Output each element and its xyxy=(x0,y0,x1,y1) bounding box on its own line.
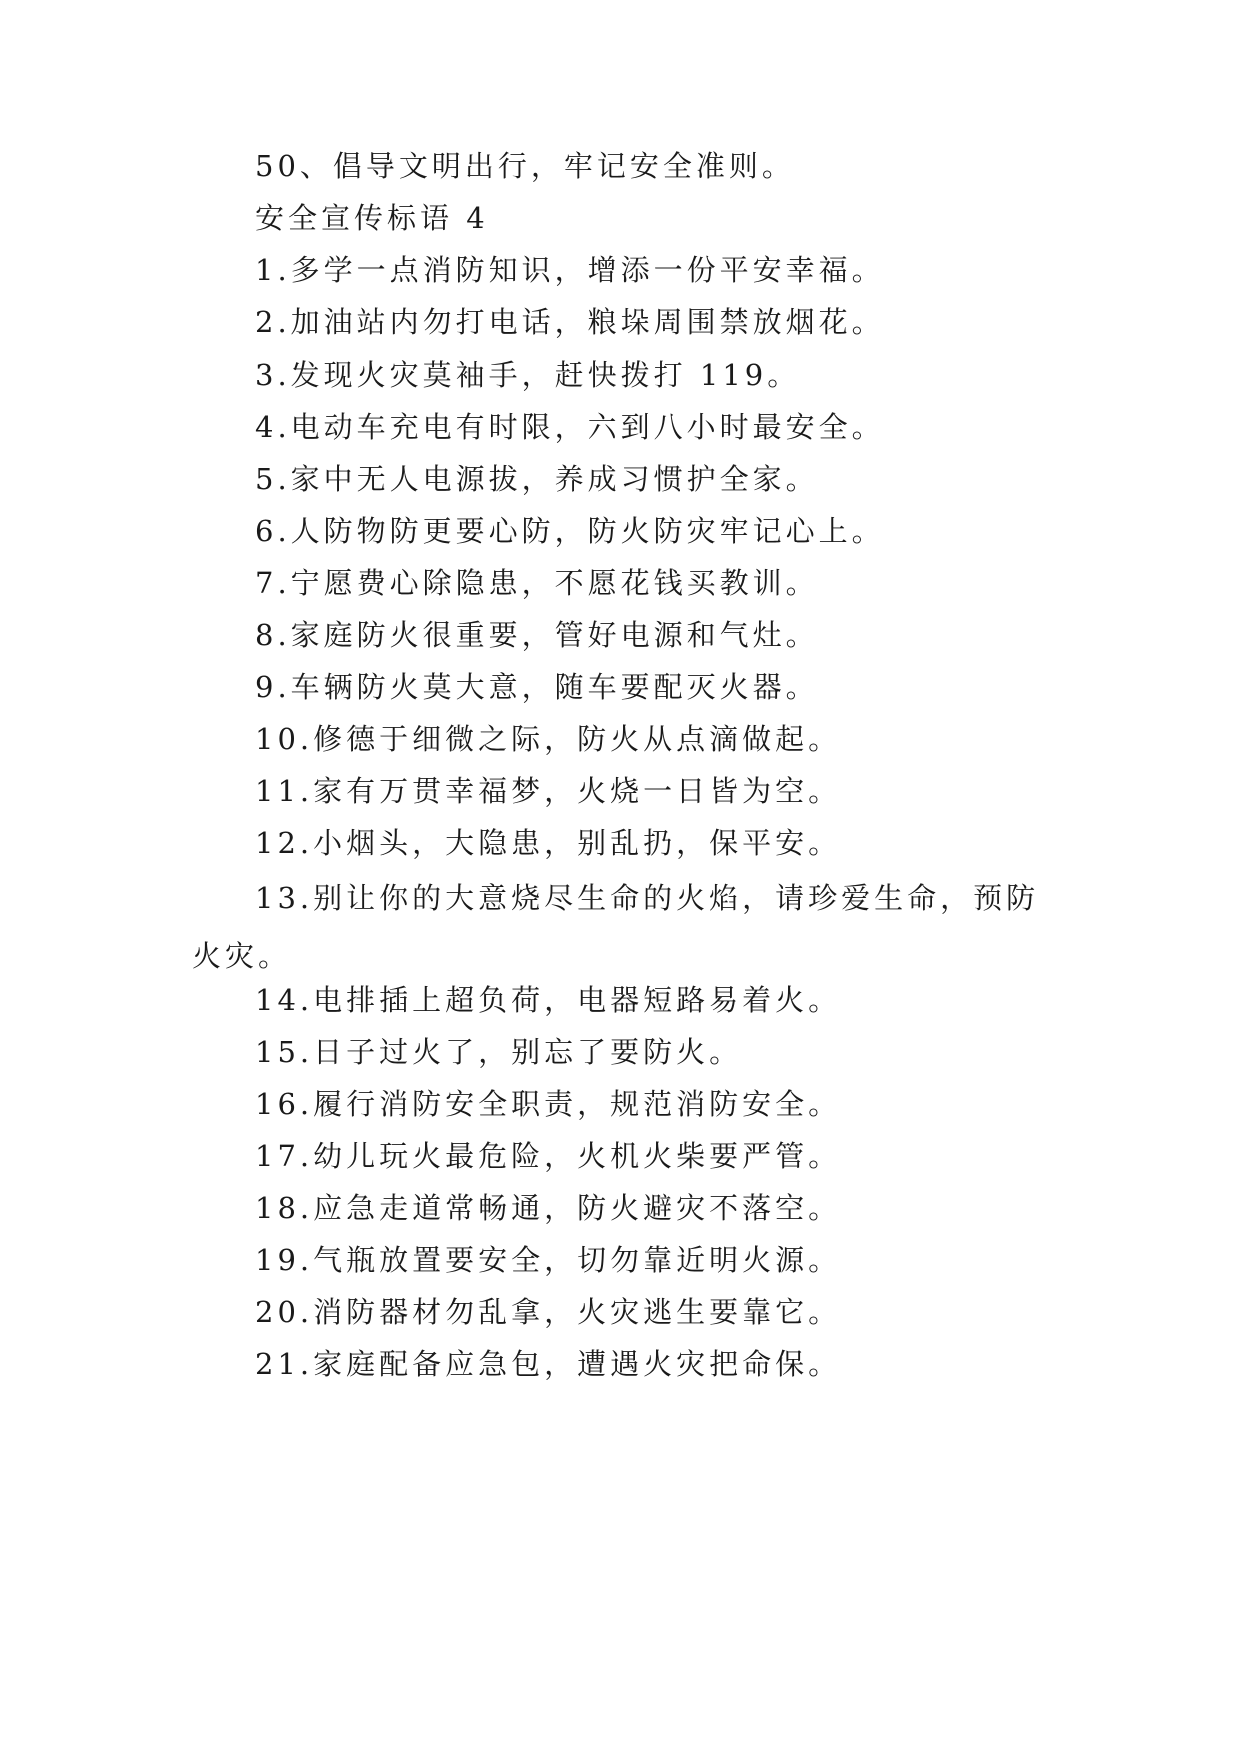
slogan-line: 13.别让你的大意烧尽生命的火焰，请珍爱生命，预防 xyxy=(255,881,1040,915)
slogan-line: 5.家中无人电源拔，养成习惯护全家。 xyxy=(255,462,819,496)
slogan-line: 14.电排插上超负荷，电器短路易着火。 xyxy=(255,983,842,1017)
slogan-line: 16.履行消防安全职责，规范消防安全。 xyxy=(255,1087,842,1121)
slogan-line: 7.宁愿费心除隐患，不愿花钱买教训。 xyxy=(255,566,819,600)
slogan-line-continuation: 火灾。 xyxy=(192,939,292,973)
slogan-line: 10.修德于细微之际，防火从点滴做起。 xyxy=(255,722,842,756)
slogan-line: 2.加油站内勿打电话，粮垛周围禁放烟花。 xyxy=(255,305,885,339)
slogan-line: 12.小烟头，大隐患，别乱扔，保平安。 xyxy=(255,826,842,860)
slogan-line: 20.消防器材勿乱拿，火灾逃生要靠它。 xyxy=(255,1295,842,1329)
slogan-line: 6.人防物防更要心防，防火防灾牢记心上。 xyxy=(255,514,885,548)
slogan-line: 15.日子过火了，别忘了要防火。 xyxy=(255,1035,743,1069)
slogan-line: 11.家有万贯幸福梦，火烧一日皆为空。 xyxy=(255,774,842,808)
slogan-line: 1.多学一点消防知识，增添一份平安幸福。 xyxy=(255,253,885,287)
slogan-line: 50、倡导文明出行，牢记安全准则。 xyxy=(255,149,795,183)
slogan-line: 17.幼儿玩火最危险，火机火柴要严管。 xyxy=(255,1139,842,1173)
slogan-line: 19.气瓶放置要安全，切勿靠近明火源。 xyxy=(255,1243,842,1277)
slogan-line: 9.车辆防火莫大意，随车要配灭火器。 xyxy=(255,670,819,704)
slogan-line: 18.应急走道常畅通，防火避灾不落空。 xyxy=(255,1191,842,1225)
slogan-line: 3.发现火灾莫袖手，赶快拨打 119。 xyxy=(255,358,801,392)
slogan-line: 21.家庭配备应急包，遭遇火灾把命保。 xyxy=(255,1347,842,1381)
slogan-line: 8.家庭防火很重要，管好电源和气灶。 xyxy=(255,618,819,652)
section-heading: 安全宣传标语 4 xyxy=(255,201,489,235)
slogan-item-13 xyxy=(192,869,1055,985)
slogan-line: 4.电动车充电有时限，六到八小时最安全。 xyxy=(255,410,885,444)
